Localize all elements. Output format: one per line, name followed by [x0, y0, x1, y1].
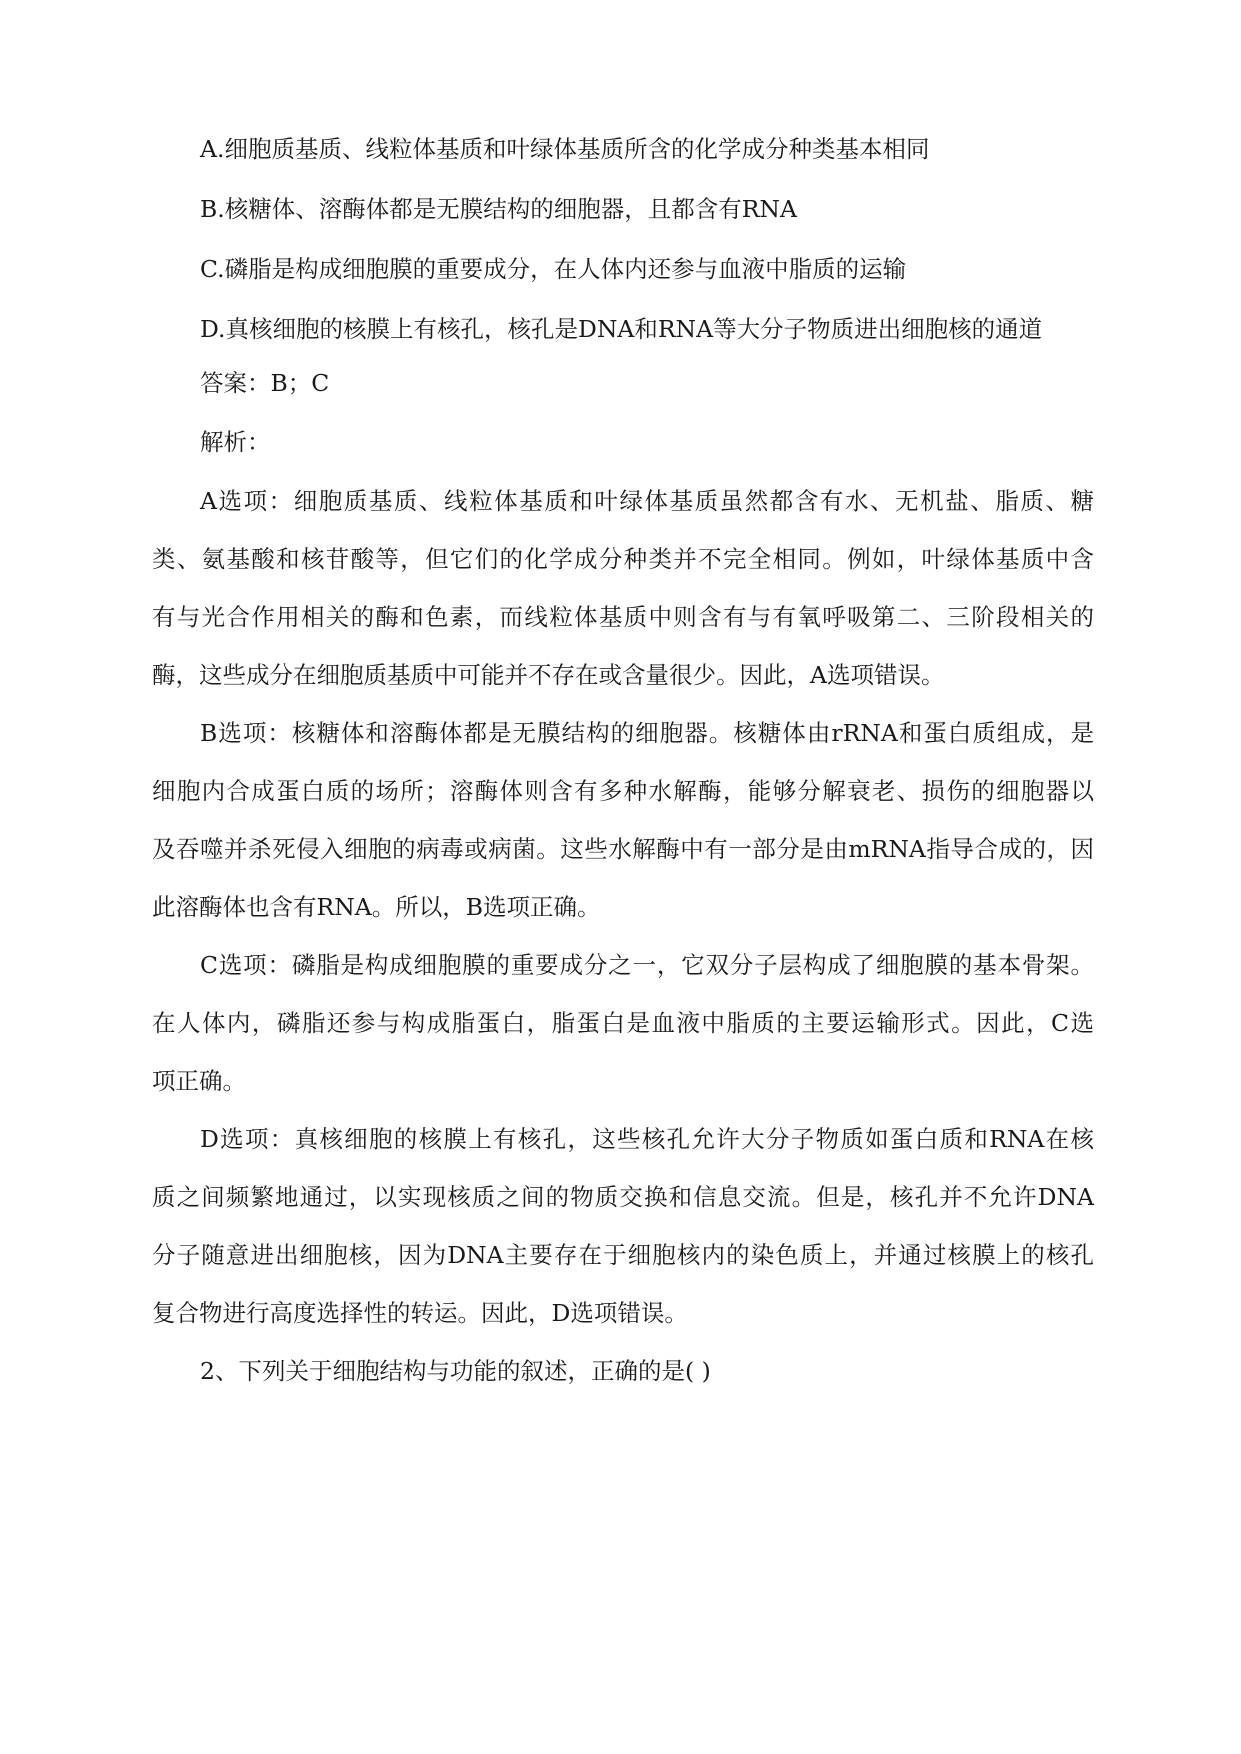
- option-d: D.真核细胞的核膜上有核孔，核孔是DNA和RNA等大分子物质进出细胞核的通道: [200, 315, 1043, 343]
- analysis-d-line-2: 质之间频繁地通过，以实现核质之间的物质交换和信息交流。但是，核孔并不允许DNA: [152, 1183, 1094, 1211]
- analysis-b-line-2: 细胞内合成蛋白质的场所；溶酶体则含有多种水解酶，能够分解衰老、损伤的细胞器以: [152, 777, 1094, 805]
- analysis-d-line-1: D选项：真核细胞的核膜上有核孔，这些核孔允许大分子物质如蛋白质和RNA在核: [200, 1125, 1094, 1153]
- option-b: B.核糖体、溶酶体都是无膜结构的细胞器，且都含有RNA: [200, 195, 797, 223]
- analysis-b-line-4: 此溶酶体也含有RNA。所以，B选项正确。: [152, 893, 601, 921]
- analysis-d-line-3: 分子随意进出细胞核，因为DNA主要存在于细胞核内的染色质上，并通过核膜上的核孔: [152, 1241, 1094, 1269]
- answer: 答案：B；C: [200, 369, 330, 397]
- option-a: A.细胞质基质、线粒体基质和叶绿体基质所含的化学成分种类基本相同: [200, 135, 930, 163]
- analysis-a-line-4: 酶，这些成分在细胞质基质中可能并不存在或含量很少。因此，A选项错误。: [152, 661, 945, 689]
- analysis-c-line-3: 项正确。: [152, 1067, 246, 1095]
- analysis-a-line-3: 有与光合作用相关的酶和色素，而线粒体基质中则含有与有氧呼吸第二、三阶段相关的: [152, 603, 1094, 631]
- analysis-d-line-4: 复合物进行高度选择性的转运。因此，D选项错误。: [152, 1299, 688, 1327]
- analysis-b-line-1: B选项：核糖体和溶酶体都是无膜结构的细胞器。核糖体由rRNA和蛋白质组成，是: [200, 719, 1094, 747]
- option-c: C.磷脂是构成细胞膜的重要成分，在人体内还参与血液中脂质的运输: [200, 255, 907, 283]
- next-question: 2、下列关于细胞结构与功能的叙述，正确的是( ): [200, 1357, 711, 1385]
- analysis-label: 解析：: [200, 428, 271, 456]
- analysis-c-line-2: 在人体内，磷脂还参与构成脂蛋白，脂蛋白是血液中脂质的主要运输形式。因此，C选: [152, 1009, 1094, 1037]
- analysis-a-line-2: 类、氨基酸和核苷酸等，但它们的化学成分种类并不完全相同。例如，叶绿体基质中含: [152, 545, 1094, 573]
- analysis-a-line-1: A选项：细胞质基质、线粒体基质和叶绿体基质虽然都含有水、无机盐、脂质、糖: [200, 487, 1094, 515]
- analysis-c-line-1: C选项：磷脂是构成细胞膜的重要成分之一，它双分子层构成了细胞膜的基本骨架。: [200, 951, 1094, 979]
- analysis-b-line-3: 及吞噬并杀死侵入细胞的病毒或病菌。这些水解酶中有一部分是由mRNA指导合成的，因: [152, 835, 1094, 863]
